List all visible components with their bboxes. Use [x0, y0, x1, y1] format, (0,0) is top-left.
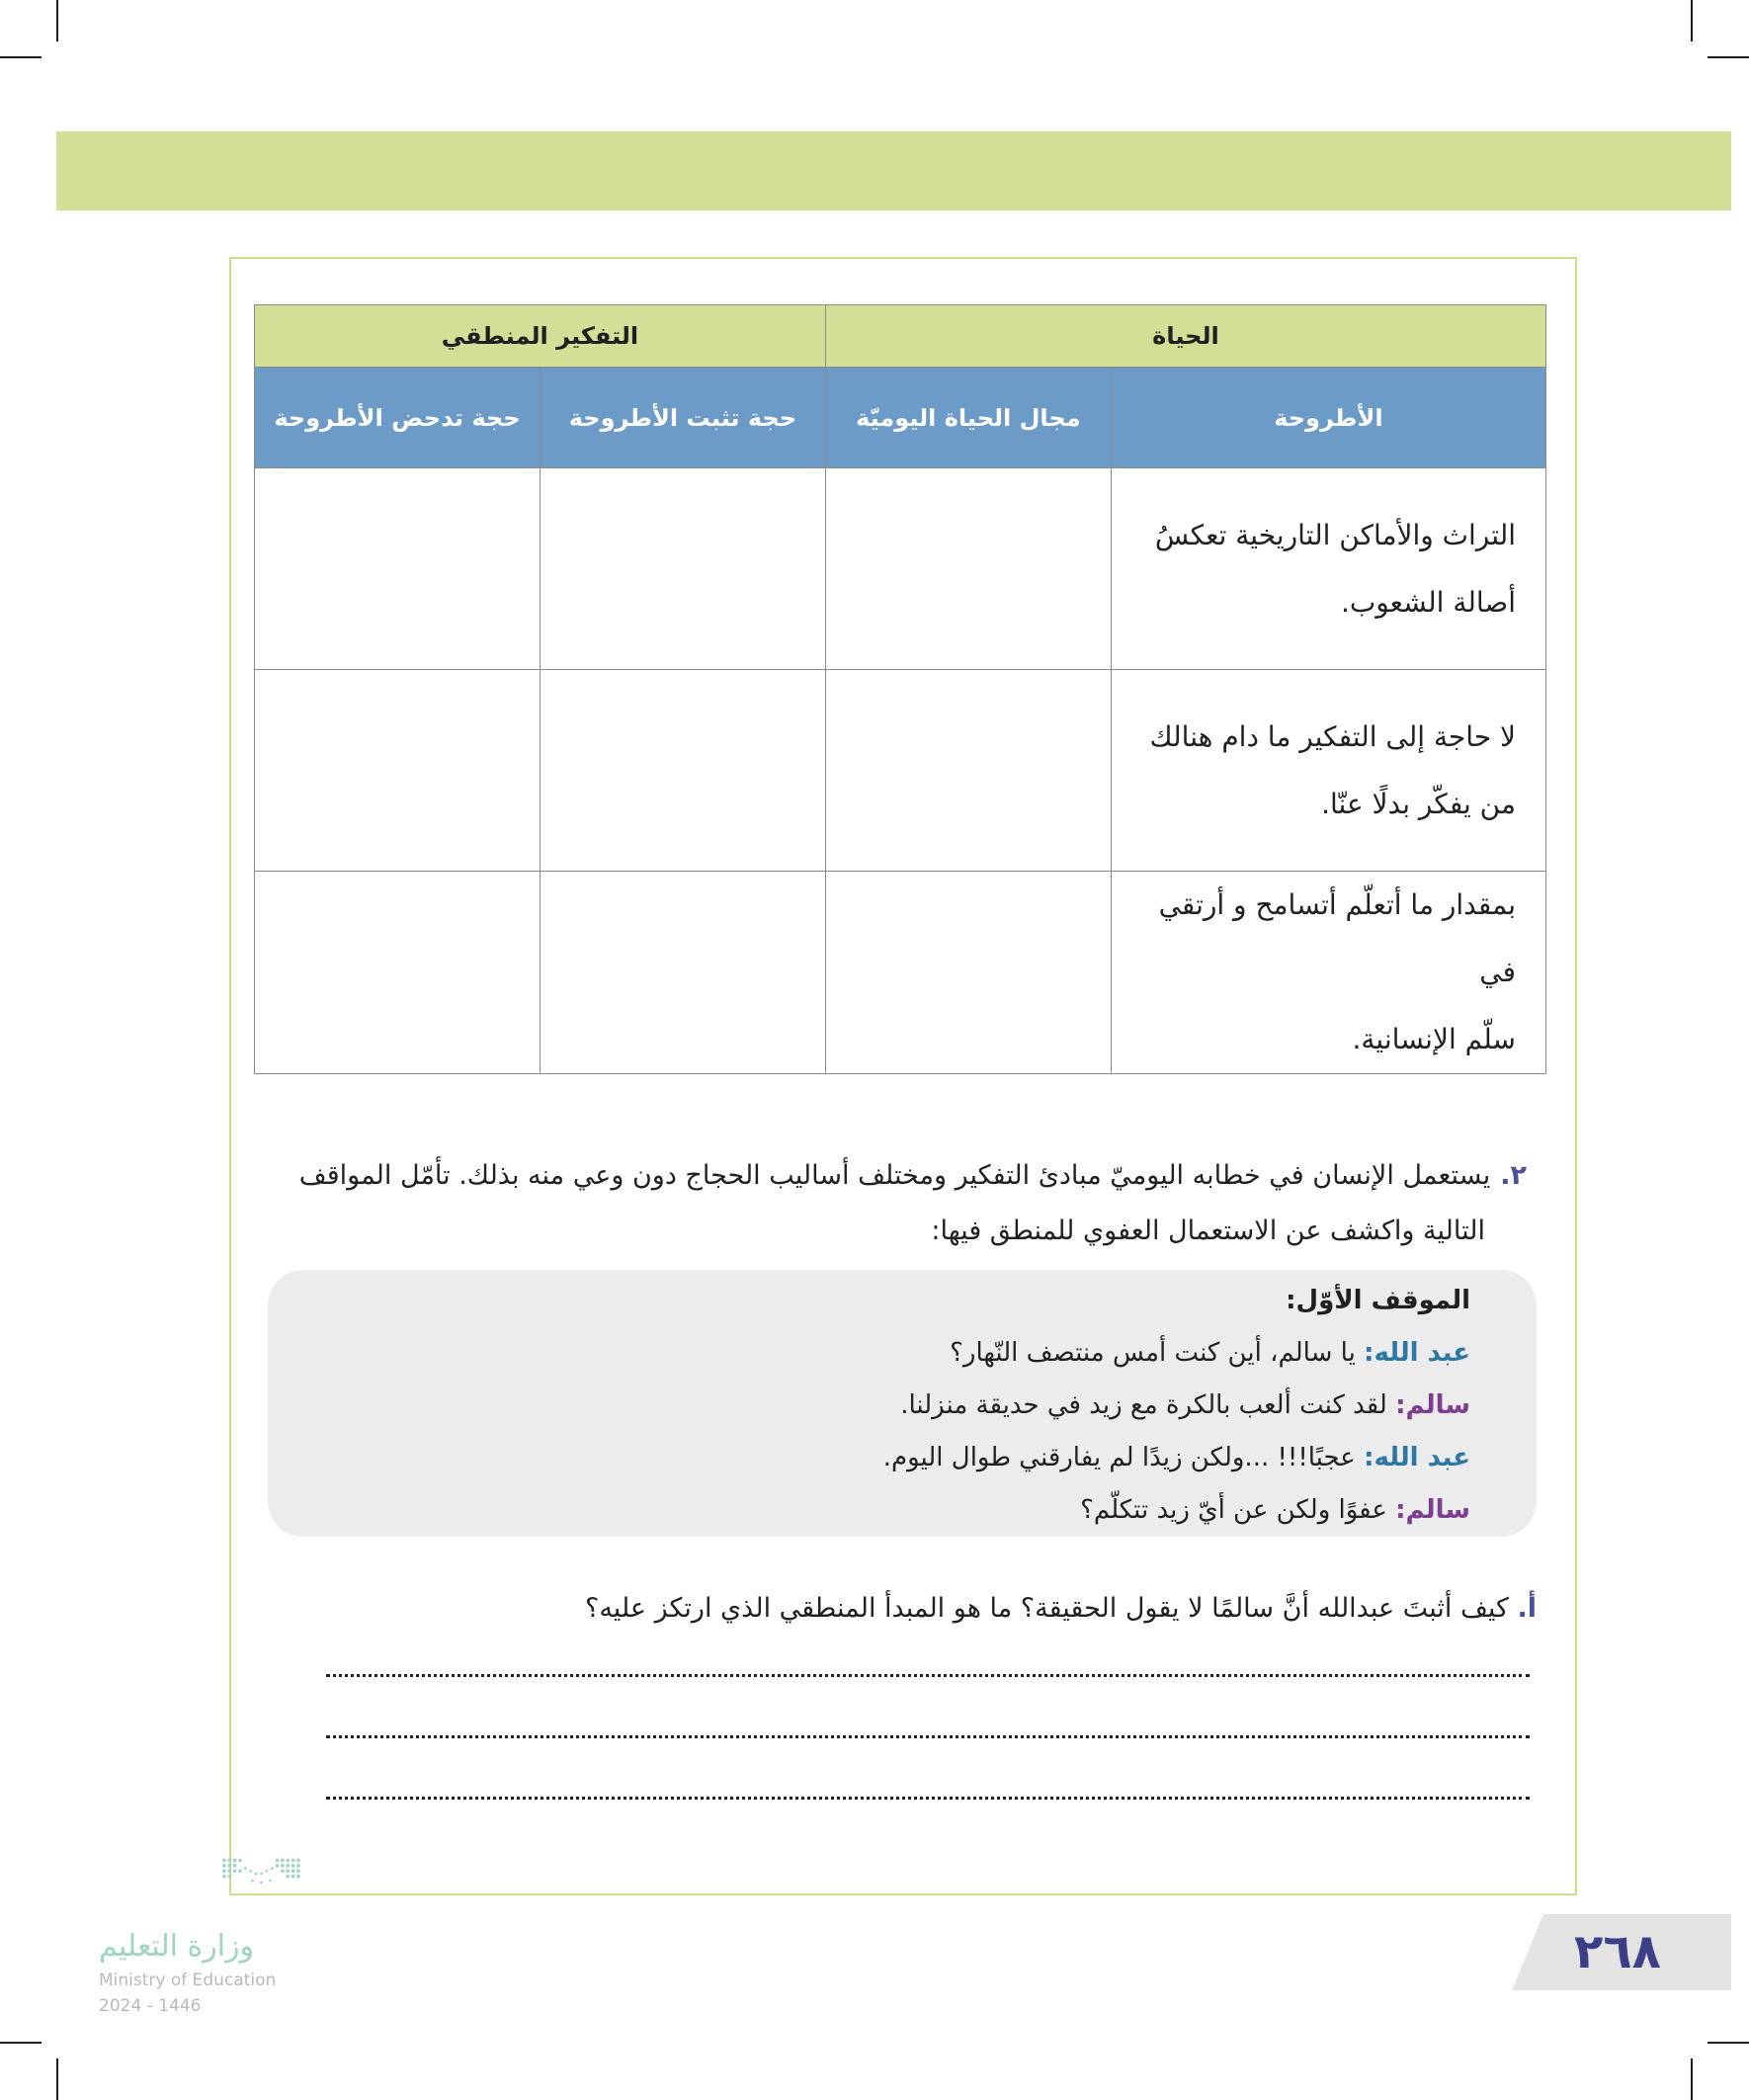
speaker-name: عبد الله:: [1364, 1443, 1470, 1472]
column-header-thesis: الأطروحة: [1111, 368, 1545, 468]
speaker-name: سالم:: [1395, 1495, 1470, 1525]
question-a-text: كيف أثبتَ عبدالله أنَّ سالمًا لا يقول الحقيقة؟ ما هو المبدأ المنطقي الذي ارتكز عليه؟: [585, 1593, 1509, 1624]
crop-mark: [1707, 2042, 1749, 2044]
dialog-text: يا سالم، أين كنت أمس منتصف النّهار؟: [950, 1338, 1356, 1368]
ministry-name-ar: وزارة التعليم: [99, 1929, 255, 1964]
dialog-text: لقد كنت ألعب بالكرة مع زيد في حديقة منزلنا.: [900, 1390, 1387, 1420]
thesis-table: [254, 304, 1546, 1074]
ministry-logo-icon: [99, 1856, 415, 1931]
answer-line[interactable]: [326, 1674, 1530, 1677]
dialog-line: [296, 1432, 1470, 1484]
thesis-line: بمقدار ما أتعلّم أتسامح و أرتقي في: [1158, 888, 1516, 988]
dialog-text: عجبًا!!! ...ولكن زيدًا لم يفارقني طوال اليوم.: [882, 1443, 1356, 1472]
question-2-text: يستعمل الإنسان في خطابه اليوميّ مبادئ التفكير ومختلف أساليب الحجاج دون وعي منه بذلك. تأمّل المواقف: [298, 1160, 1491, 1191]
thesis-line: سلّم الإنسانية.: [1352, 1023, 1516, 1055]
column-header-refutation: حجة تدحض الأطروحة: [255, 368, 541, 468]
crop-mark: [1691, 0, 1693, 42]
page-number: ٢٦٨: [1574, 1924, 1661, 1979]
domain-answer-cell[interactable]: [825, 872, 1111, 1074]
proof-answer-cell[interactable]: [540, 872, 825, 1074]
table-row: [255, 468, 1546, 670]
ministry-name-en: Ministry of Education: [99, 1971, 277, 1990]
dialog-title: الموقف الأوّل:: [1286, 1286, 1470, 1315]
domain-answer-cell[interactable]: [825, 670, 1111, 872]
crop-mark: [1707, 56, 1749, 58]
refutation-answer-cell[interactable]: [255, 872, 541, 1074]
thesis-line: التراث والأماكن التاريخية تعكسُ: [1154, 518, 1516, 551]
column-header-proof: حجة تثبت الأطروحة: [540, 368, 825, 468]
answer-line[interactable]: [326, 1797, 1530, 1800]
crop-mark: [56, 0, 58, 42]
dialog: [296, 1275, 1470, 1537]
table-row: [255, 872, 1546, 1074]
edition-year: 2024 - 1446: [99, 1996, 202, 2016]
group-header-logic: التفكير المنطقي: [255, 305, 826, 368]
question-2-line: التالية واكشف عن الاستعمال العفوي للمنطق فيها:: [931, 1216, 1485, 1246]
proof-answer-cell[interactable]: [540, 468, 825, 670]
crop-mark: [0, 56, 42, 58]
group-header-life: الحياة: [825, 305, 1545, 368]
thesis-line: أصالة الشعوب.: [1340, 585, 1516, 619]
refutation-answer-cell[interactable]: [255, 670, 541, 872]
dialog-text: عفوًا ولكن عن أيّ زيد تتكلّم؟: [1080, 1495, 1387, 1525]
proof-answer-cell[interactable]: [540, 670, 825, 872]
column-header-domain: مجال الحياة اليوميّة: [825, 368, 1111, 468]
question-2-line: [259, 1148, 1527, 1204]
question-letter: أ.: [1517, 1593, 1537, 1624]
question-2: [259, 1148, 1527, 1259]
thesis-cell: [1111, 468, 1545, 670]
thesis-line: من يفكّر بدلًا عنّا.: [1321, 787, 1516, 820]
thesis-line: لا حاجة إلى التفكير ما دام هنالك: [1149, 719, 1516, 753]
table-row: [255, 670, 1546, 872]
answer-line[interactable]: [326, 1735, 1530, 1738]
dialog-line: [296, 1380, 1470, 1432]
speaker-name: سالم:: [1395, 1390, 1470, 1420]
domain-answer-cell[interactable]: [825, 468, 1111, 670]
crop-mark: [0, 2042, 42, 2044]
thesis-cell: [1111, 670, 1545, 872]
crop-mark: [1691, 2058, 1693, 2100]
question-number: ٢.: [1500, 1160, 1527, 1191]
speaker-name: عبد الله:: [1364, 1338, 1470, 1368]
dialog-line: [296, 1327, 1470, 1380]
crop-mark: [56, 2058, 58, 2100]
refutation-answer-cell[interactable]: [255, 468, 541, 670]
thesis-cell: [1111, 872, 1545, 1074]
header-band: [56, 131, 1731, 210]
dialog-line: [296, 1484, 1470, 1537]
question-a: [296, 1583, 1537, 1635]
